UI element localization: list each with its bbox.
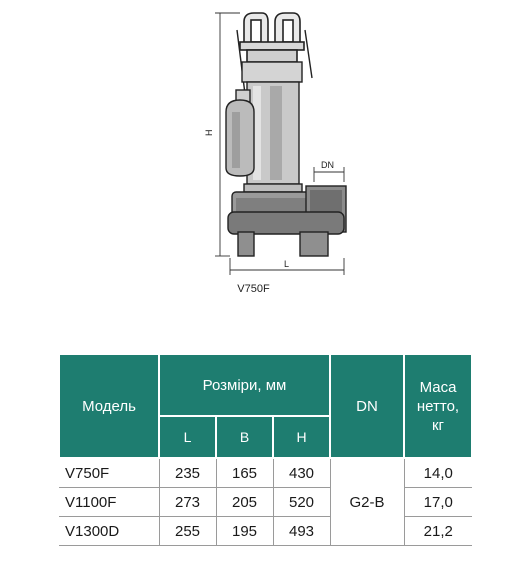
cell-l: 255 (159, 517, 216, 546)
height-label: H (204, 129, 214, 136)
cell-model: V1100F (59, 488, 159, 517)
dn-label: DN (321, 160, 334, 170)
cell-mass: 14,0 (404, 458, 472, 488)
spec-table (58, 353, 473, 546)
cell-b: 165 (216, 458, 273, 488)
cell-l: 235 (159, 458, 216, 488)
header-mass-line2: нетто, (416, 397, 460, 415)
cell-h: 430 (273, 458, 330, 488)
cell-h: 493 (273, 517, 330, 546)
table-row (59, 488, 472, 517)
header-col-l: L (159, 416, 216, 458)
header-mass (404, 354, 472, 458)
header-dn: DN (330, 354, 404, 458)
header-col-h: H (273, 416, 330, 458)
header-mass-line3: кг (431, 416, 445, 434)
drawing-caption: V750F (237, 283, 270, 295)
cell-l: 273 (159, 488, 216, 517)
cell-model: V750F (59, 458, 159, 488)
header-dimensions: Розміри, мм (159, 354, 330, 416)
header-col-b: B (216, 416, 273, 458)
cell-b: 195 (216, 517, 273, 546)
cell-b: 205 (216, 488, 273, 517)
table-row (59, 458, 472, 488)
cell-mass: 21,2 (404, 517, 472, 546)
table-row (59, 517, 472, 546)
cell-model: V1300D (59, 517, 159, 546)
cell-dn: G2-B (330, 458, 404, 546)
cell-h: 520 (273, 488, 330, 517)
header-model: Модель (59, 354, 159, 458)
header-mass-line1: Маса (419, 378, 457, 396)
cell-mass: 17,0 (404, 488, 472, 517)
length-label: L (284, 259, 290, 269)
